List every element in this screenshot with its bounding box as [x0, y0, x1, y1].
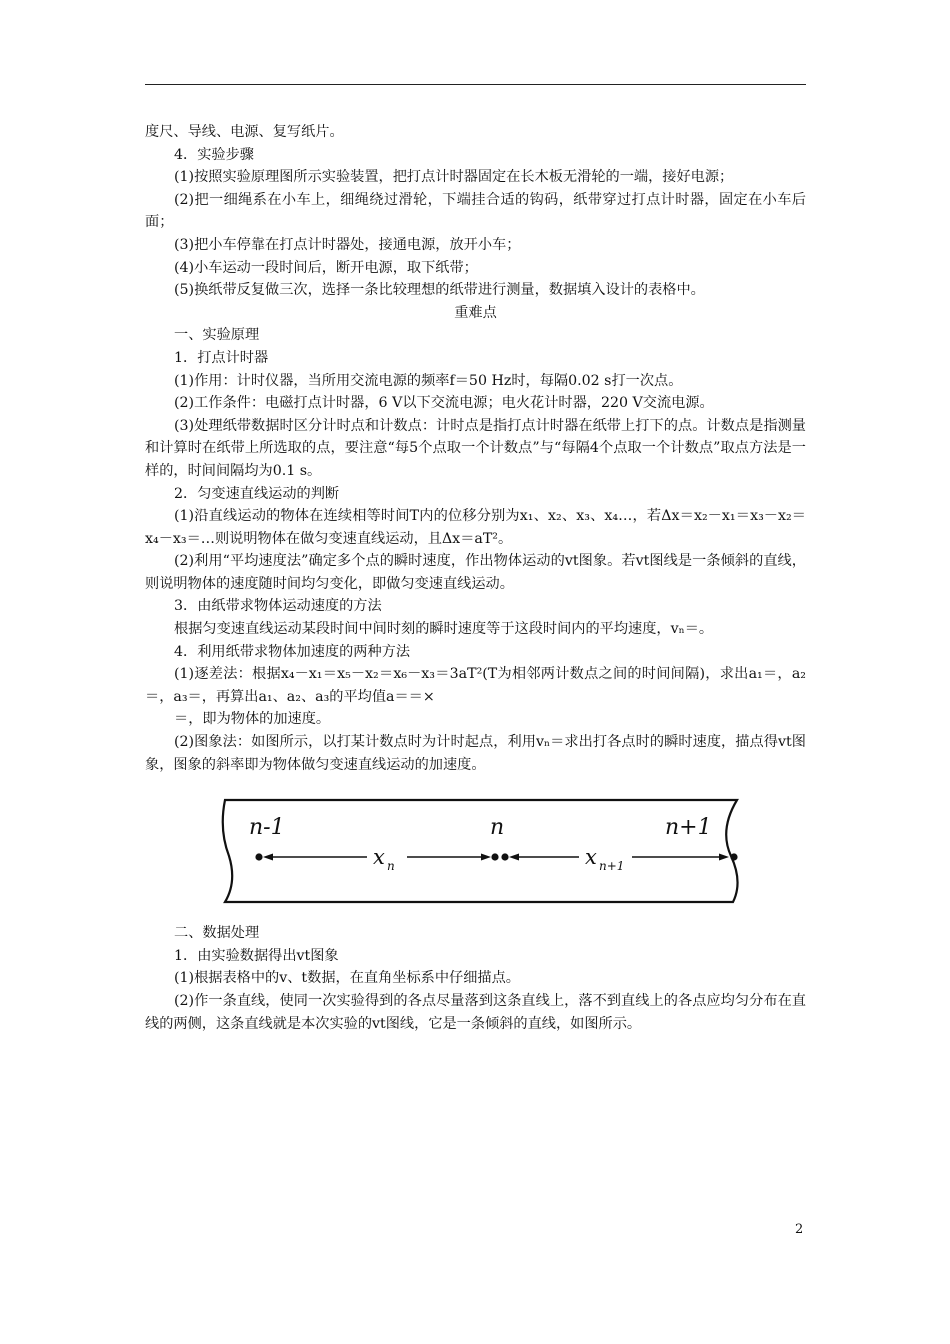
tape-dot	[491, 854, 498, 861]
segment-label: x	[585, 845, 597, 870]
section-title: 重难点	[454, 304, 497, 321]
point-label: n-1	[249, 815, 285, 841]
document-body	[145, 121, 806, 1035]
paragraph: (2)利用“平均速度法”确定多个点的瞬时速度，作出物体运动的vt图象。若vt图线是一条倾斜的直线，则说明物体的速度随时间均匀变化，即做匀变速直线运动。	[145, 553, 806, 592]
segment-subscript: n+1	[599, 859, 625, 874]
section-heading: 1．由实验数据得出vt图象	[174, 947, 339, 964]
tape-diagram	[207, 790, 747, 912]
paragraph: (1)逐差法：根据x₄－x₁＝x₅－x₂＝x₆－x₃＝3aT²(T为相邻两计数点之间的时间间隔)，求出a₁＝，a₂＝，a₃＝，再算出a₁、a₂、a₃的平均值a＝＝×	[145, 666, 806, 705]
tape-figure	[145, 782, 806, 922]
section-heading: 2．匀变速直线运动的判断	[174, 485, 340, 502]
segment-subscript: n	[387, 859, 395, 874]
paragraph: (3)处理纸带数据时区分计时点和计数点：计时点是指打点计时器在纸带上打下的点。计数点是指测量和计算时在纸带上所选取的点，要注意“每5个点取一个计数点”与“每隔4个点取一个计数点”取点方法是一样的，时间间隔均为0.1 s。	[145, 417, 806, 479]
paragraph: (1)按照实验原理图所示实验装置，把打点计时器固定在长木板无滑轮的一端，接好电源；	[174, 169, 734, 186]
tape-dot	[730, 854, 737, 861]
paragraph: 度尺、导线、电源、复写纸片。	[145, 124, 344, 140]
paper-tape	[223, 800, 738, 902]
paragraph: ＝，即为物体的加速度。	[174, 711, 331, 728]
segment-label: x	[373, 845, 385, 870]
section-heading: 1．打点计时器	[174, 349, 269, 366]
paragraph: (5)换纸带反复做三次，选择一条比较理想的纸带进行测量，数据填入设计的表格中。	[174, 282, 705, 299]
paragraph: (1)作用：计时仪器，当所用交流电源的频率f＝50 Hz时，每隔0.02 s打一次点。	[174, 372, 683, 389]
paragraph: (1)沿直线运动的物体在连续相等时间T内的位移分别为x₁、x₂、x₃、x₄…，若Δx＝x₂－x₁＝x₃－x₂＝x₄－x₃＝…则说明物体在做匀变速直线运动，且Δx＝aT²。	[145, 508, 806, 547]
header-rule	[145, 84, 806, 85]
section-heading: 4．利用纸带求物体加速度的两种方法	[174, 643, 411, 660]
paragraph: (2)工作条件：电磁打点计时器，6 V以下交流电源；电火花计时器，220 V交流电源。	[174, 395, 714, 412]
paragraph: (4)小车运动一段时间后，断开电源，取下纸带；	[174, 259, 478, 276]
point-label: n	[490, 815, 505, 841]
paragraph: (2)作一条直线，使同一次实验得到的各点尽量落到这条直线上，落不到直线上的各点应均匀分布在直线的两侧，这条直线就是本次实验的vt图线，它是一条倾斜的直线，如图所示。	[145, 993, 806, 1032]
paragraph: (1)根据表格中的v、t数据，在直角坐标系中仔细描点。	[174, 970, 520, 987]
section-heading: 一、实验原理	[174, 327, 260, 344]
point-label: n+1	[665, 815, 712, 841]
tape-dot	[501, 854, 508, 861]
section-heading: 4．实验步骤	[174, 146, 254, 163]
paragraph: (3)把小车停靠在打点计时器处，接通电源，放开小车；	[174, 236, 521, 253]
section-heading: 二、数据处理	[174, 925, 260, 942]
page-number: 2	[795, 1222, 804, 1237]
paragraph: (2)把一细绳系在小车上，细绳绕过滑轮，下端挂合适的钩码，纸带穿过打点计时器，固定在小车后面；	[145, 191, 806, 231]
paragraph: 根据匀变速直线运动某段时间中间时刻的瞬时速度等于这段时间内的平均速度，vₙ＝。	[174, 621, 714, 638]
tape-dot	[255, 854, 262, 861]
paragraph: (2)图象法：如图所示，以打某计数点时为计时起点，利用vₙ＝求出打各点时的瞬时速度，描点得vt图象，图象的斜率即为物体做匀变速直线运动的加速度。	[145, 734, 806, 773]
section-heading: 3．由纸带求物体运动速度的方法	[174, 598, 382, 615]
